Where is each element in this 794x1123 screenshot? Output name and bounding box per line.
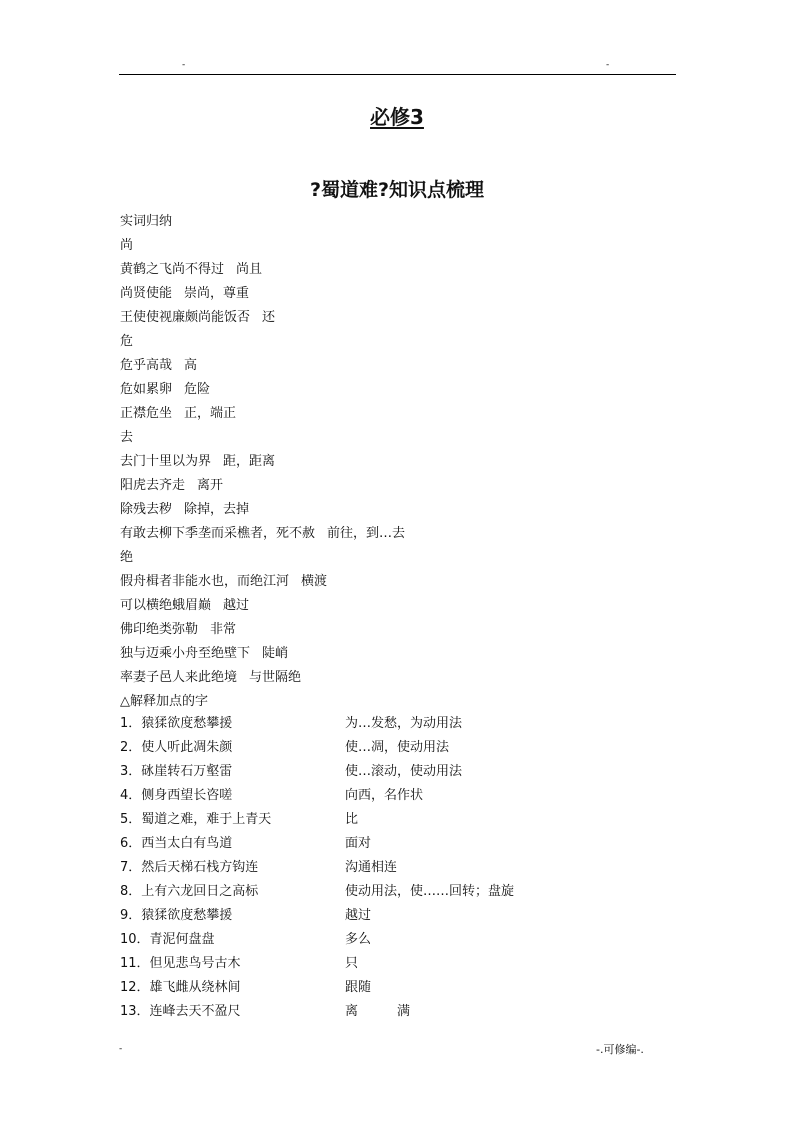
vocab-example bbox=[120, 618, 680, 642]
line-meaning: 还 bbox=[262, 310, 276, 325]
item-explanation: 离 满 bbox=[345, 1004, 411, 1019]
list-item bbox=[120, 1000, 680, 1024]
line-term: 假舟楫者非能水也，而绝江河 bbox=[120, 574, 290, 589]
item-sentence: 11．但见悲鸟号古木 bbox=[120, 956, 241, 971]
vocab-example bbox=[120, 282, 680, 306]
section-heading bbox=[120, 690, 680, 714]
line-term: 尚贤使能 bbox=[120, 286, 173, 301]
vocab-example bbox=[120, 666, 680, 690]
page-title-text: 必修3 bbox=[370, 105, 424, 129]
item-explanation: 使…滚动，使动用法 bbox=[345, 764, 463, 779]
line-meaning: 崇尚，尊重 bbox=[184, 286, 250, 301]
list-item bbox=[120, 952, 680, 976]
item-sentence: 7．然后天梯石栈方钩连 bbox=[120, 860, 259, 875]
vocab-headword bbox=[120, 426, 680, 450]
list-item bbox=[120, 832, 680, 856]
line-meaning: 非常 bbox=[210, 622, 237, 637]
vocab-example bbox=[120, 594, 680, 618]
vocab-example bbox=[120, 474, 680, 498]
list-item bbox=[120, 736, 680, 760]
page-subtitle: ?蜀道难?知识点梳理 bbox=[309, 179, 485, 201]
line-meaning: 除掉，去掉 bbox=[184, 502, 250, 517]
vocab-headword bbox=[120, 234, 680, 258]
line-term: 去门十里以为界 bbox=[120, 454, 212, 469]
section-heading bbox=[120, 210, 680, 234]
list-item bbox=[120, 928, 680, 952]
line-meaning: 前往，到…去 bbox=[327, 526, 406, 541]
item-explanation: 比 bbox=[345, 812, 359, 827]
line-term: 实词归纳 bbox=[120, 214, 173, 229]
line-term: 危 bbox=[120, 334, 134, 349]
vocab-example bbox=[120, 522, 680, 546]
list-item bbox=[120, 808, 680, 832]
vocab-example bbox=[120, 498, 680, 522]
line-term: 阳虎去齐走 bbox=[120, 478, 186, 493]
list-item bbox=[120, 976, 680, 1000]
page-header bbox=[119, 58, 676, 75]
line-meaning: 陡峭 bbox=[262, 646, 289, 661]
item-sentence: 12．雄飞雌从绕林间 bbox=[120, 980, 241, 995]
line-term: 王使使视廉颇尚能饭否 bbox=[120, 310, 251, 325]
list-item bbox=[120, 880, 680, 904]
line-term: 可以横绝蛾眉巅 bbox=[120, 598, 212, 613]
list-item bbox=[120, 712, 680, 736]
vocab-headword bbox=[120, 330, 680, 354]
line-term: 危乎高哉 bbox=[120, 358, 173, 373]
line-meaning: 高 bbox=[184, 358, 198, 373]
vocab-example bbox=[120, 402, 680, 426]
line-meaning: 距，距离 bbox=[223, 454, 276, 469]
item-sentence: 9．猿猱欲度愁攀援 bbox=[120, 908, 233, 923]
line-term: 尚 bbox=[120, 238, 134, 253]
item-sentence: 3．砯崖转石万壑雷 bbox=[120, 764, 233, 779]
vocab-example bbox=[120, 570, 680, 594]
item-explanation: 只 bbox=[345, 956, 359, 971]
item-explanation: 沟通相连 bbox=[345, 860, 398, 875]
item-explanation: 越过 bbox=[345, 908, 372, 923]
item-sentence: 2．使人听此凋朱颜 bbox=[120, 740, 233, 755]
vocab-section bbox=[120, 210, 680, 714]
line-meaning: 正，端正 bbox=[184, 406, 237, 421]
item-sentence: 8．上有六龙回日之高标 bbox=[120, 884, 259, 899]
line-meaning: 尚且 bbox=[236, 262, 263, 277]
footer-right-note: -.可修编-. bbox=[596, 1043, 644, 1056]
line-meaning: 危险 bbox=[184, 382, 211, 397]
line-term: 独与迈乘小舟至绝壁下 bbox=[120, 646, 251, 661]
item-explanation: 面对 bbox=[345, 836, 372, 851]
item-sentence: 5．蜀道之难，难于上青天 bbox=[120, 812, 272, 827]
item-sentence: 6．西当太白有鸟道 bbox=[120, 836, 233, 851]
line-term: 佛印绝类弥勒 bbox=[120, 622, 199, 637]
vocab-example bbox=[120, 642, 680, 666]
header-right-mark: - bbox=[606, 60, 610, 70]
vocab-example bbox=[120, 450, 680, 474]
line-term: 黄鹤之飞尚不得过 bbox=[120, 262, 225, 277]
line-meaning: 横渡 bbox=[301, 574, 328, 589]
item-explanation: 向西，名作状 bbox=[345, 788, 424, 803]
line-term: 危如累卵 bbox=[120, 382, 173, 397]
line-term: 率妻子邑人来此绝境 bbox=[120, 670, 238, 685]
line-meaning: 与世隔绝 bbox=[249, 670, 302, 685]
item-explanation: 跟随 bbox=[345, 980, 372, 995]
item-explanation: 使…凋，使动用法 bbox=[345, 740, 450, 755]
line-meaning: 离开 bbox=[197, 478, 224, 493]
explanation-list bbox=[120, 712, 680, 1024]
list-item bbox=[120, 856, 680, 880]
vocab-example bbox=[120, 378, 680, 402]
line-term: 正襟危坐 bbox=[120, 406, 173, 421]
vocab-example bbox=[120, 258, 680, 282]
line-term: 有敢去柳下季垄而采樵者，死不赦 bbox=[120, 526, 316, 541]
list-item bbox=[120, 784, 680, 808]
line-term: 绝 bbox=[120, 550, 134, 565]
item-explanation: 使动用法，使……回转；盘旋 bbox=[345, 884, 515, 899]
header-left-mark: - bbox=[182, 60, 186, 70]
line-term: △解释加点的字 bbox=[120, 694, 208, 709]
line-meaning: 越过 bbox=[223, 598, 250, 613]
item-sentence: 4．侧身西望长咨嗟 bbox=[120, 788, 233, 803]
line-term: 去 bbox=[120, 430, 134, 445]
item-sentence: 1．猿猱欲度愁攀援 bbox=[120, 716, 233, 731]
item-explanation: 多么 bbox=[345, 932, 372, 947]
page-title bbox=[0, 102, 794, 132]
footer-left-mark: - bbox=[119, 1044, 123, 1054]
item-explanation: 为…发愁，为动用法 bbox=[345, 716, 463, 731]
item-sentence: 13．连峰去天不盈尺 bbox=[120, 1004, 241, 1019]
vocab-example bbox=[120, 354, 680, 378]
list-item bbox=[120, 760, 680, 784]
list-item bbox=[120, 904, 680, 928]
line-term: 除残去秽 bbox=[120, 502, 173, 517]
vocab-headword bbox=[120, 546, 680, 570]
vocab-example bbox=[120, 306, 680, 330]
item-sentence: 10．青泥何盘盘 bbox=[120, 932, 215, 947]
